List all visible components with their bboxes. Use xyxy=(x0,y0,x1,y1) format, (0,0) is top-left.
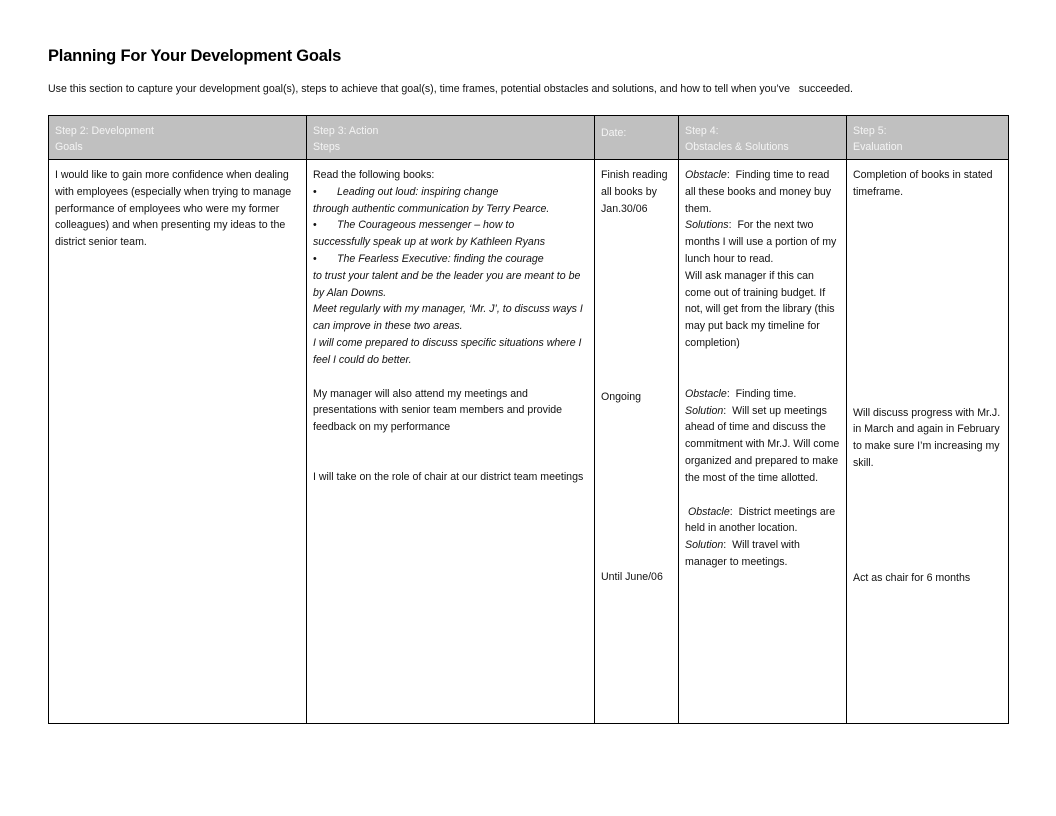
solution-label: Solution xyxy=(685,404,724,417)
solution-text: For the next two months I will use a portion of my lunch hour to read. xyxy=(685,219,837,265)
header-line: Date: xyxy=(601,127,627,139)
obstacle-text: District meetings are held in another location. xyxy=(685,505,836,535)
obstacles-cell xyxy=(679,160,847,724)
date-cell xyxy=(595,160,679,724)
obstacle-entry: Obstacle: Finding time to read all these books and money buy them. xyxy=(685,169,832,215)
book-title-rest: through authentic communication by Terry Pearce. xyxy=(313,202,550,215)
solution-text: Will set up meetings ahead of time and discuss the commitment with Mr.J. Will come organized and prepared to make the most of the time allotted. xyxy=(685,404,840,484)
date-entry: Ongoing xyxy=(601,391,642,404)
meet-manager-text: Meet regularly with my manager, ‘Mr. J’, to discuss ways I can improve in these two areas. xyxy=(313,303,583,333)
goal-text: I would like to gain more confidence when dealing with employees (especially when trying to manage performance of employees who were my former colleagues) and when presenting my ideas to the district senior team. xyxy=(55,169,292,249)
obstacle-text: Finding time to read all these books and money buy them. xyxy=(685,169,832,215)
intro-text: Use this section to capture your development goal(s), steps to achieve that goal(s), time frames, potential obstacles and solutions, and how to tell when you’ve succeeded. xyxy=(48,83,853,95)
obstacle-entry: Obstacle: Finding time. xyxy=(685,387,797,400)
header-line: Step 5: xyxy=(853,125,887,137)
book-title-start: The Courageous messenger – how to xyxy=(337,219,515,232)
obstacle-entry: Obstacle: District meetings are held in another location. xyxy=(685,505,836,535)
date-entry: Until June/06 xyxy=(601,571,663,584)
book-title-rest: to trust your talent and be the leader you are meant to be by Alan Downs. xyxy=(313,269,581,299)
action-steps-cell xyxy=(307,160,595,724)
goals-cell xyxy=(49,160,307,724)
book-title-start: The Fearless Executive: finding the courage xyxy=(337,252,544,265)
book-title-start: Leading out loud: inspiring change xyxy=(337,185,499,198)
prepare-text: I will come prepared to discuss specific situations where I feel I could do better. xyxy=(313,336,582,366)
bullet-icon: • xyxy=(313,219,317,232)
development-goals-table xyxy=(48,115,1009,724)
obstacle-label: Obstacle xyxy=(687,505,730,518)
header-line: Step 4: xyxy=(685,125,719,137)
header-line: Step 2: Development xyxy=(55,125,154,137)
solution-label: Solutions xyxy=(685,219,729,232)
header-line: Evaluation xyxy=(853,141,903,153)
obstacle-text: Finding time. xyxy=(735,387,797,400)
page-title: Planning For Your Development Goals xyxy=(48,47,342,65)
obstacle-label: Obstacle xyxy=(685,169,727,181)
evaluation-cell xyxy=(847,160,1009,724)
chair-role-text: I will take on the role of chair at our district team meetings xyxy=(313,470,584,483)
book-item xyxy=(313,251,588,301)
header-development-goals xyxy=(49,116,307,160)
header-line: Goals xyxy=(55,141,83,153)
header-date xyxy=(595,116,679,160)
header-line: Steps xyxy=(313,141,341,153)
solution-extra-text: Will ask manager if this can come out of training budget. If not, will get from the library (this may put back my timeline for completion) xyxy=(685,269,835,349)
table-header-row xyxy=(49,116,1009,160)
books-intro: Read the following books: xyxy=(313,169,435,181)
header-line: Obstacles & Solutions xyxy=(685,141,789,153)
solution-entry: Solutions: For the next two months I will use a portion of my lunch hour to read. xyxy=(685,219,837,265)
solution-label: Solution xyxy=(685,539,724,552)
solution-entry: Solution: Will travel with manager to meetings. xyxy=(685,539,800,568)
book-item xyxy=(313,184,588,218)
evaluation-entry: Completion of books in stated timeframe. xyxy=(853,169,993,198)
bullet-icon: • xyxy=(313,185,317,198)
solution-entry: Solution: Will set up meetings ahead of time and discuss the commitment with Mr.J. Will come organized and prepared to make the most of the time allotted. xyxy=(685,404,840,484)
table-row xyxy=(49,160,1009,724)
bullet-icon: • xyxy=(313,252,317,265)
header-action-steps xyxy=(307,116,595,160)
book-item xyxy=(313,217,588,251)
book-title-rest: successfully speak up at work by Kathleen Ryans xyxy=(313,236,546,249)
header-obstacles-solutions xyxy=(679,116,847,160)
evaluation-entry: Act as chair for 6 months xyxy=(853,571,971,584)
evaluation-entry: Will discuss progress with Mr.J. in March and again in February to make sure I’m increasing my skill. xyxy=(853,406,1001,469)
manager-attend-text: My manager will also attend my meetings and presentations with senior team members and provide feedback on my performance xyxy=(313,387,563,434)
date-entry: Finish reading all books by Jan.30/06 xyxy=(601,169,668,215)
solution-text: Will travel with manager to meetings. xyxy=(685,539,800,568)
header-evaluation xyxy=(847,116,1009,160)
header-line: Step 3: Action xyxy=(313,125,379,137)
obstacle-label: Obstacle xyxy=(685,387,727,400)
